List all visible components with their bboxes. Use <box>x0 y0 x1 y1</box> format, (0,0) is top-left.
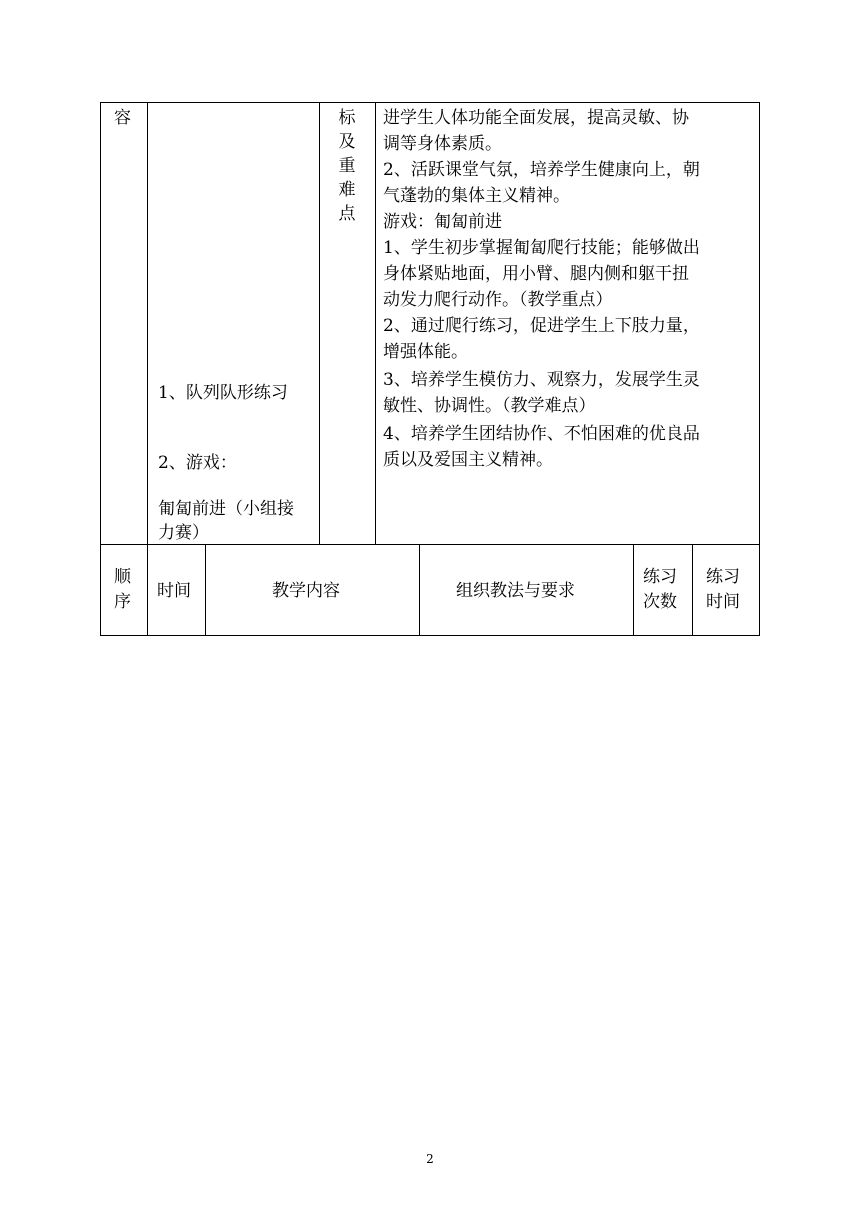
upper-col-divider-2 <box>319 102 320 544</box>
table-bottom-border <box>100 635 760 636</box>
header-method: 组织教法与要求 <box>456 581 575 601</box>
upper-col-divider-3 <box>375 102 376 544</box>
objectives-line: 1、学生初步掌握匍匐爬行技能；能够做出 <box>383 238 700 258</box>
objectives-line: 调等身体素质。 <box>383 134 502 154</box>
objectives-line: 2、活跃课堂气氛，培养学生健康向上，朝 <box>383 160 700 180</box>
objectives-line: 2、通过爬行练习，促进学生上下肢力量， <box>383 316 700 336</box>
header-col-divider-3 <box>419 544 420 635</box>
header-order: 顺 序 <box>114 567 131 612</box>
content-item-3: 匍匐前进（小组接 <box>158 499 294 519</box>
table-left-border <box>100 102 101 636</box>
objectives-line: 游戏：匍匐前进 <box>383 212 502 232</box>
objectives-line: 敏性、协调性。（教学难点） <box>383 396 596 416</box>
objectives-line: 质以及爱国主义精神。 <box>383 450 553 470</box>
content-label: 容 <box>114 108 131 128</box>
header-col-divider-2 <box>205 544 206 635</box>
objectives-line: 动发力爬行动作。（教学重点） <box>383 290 613 310</box>
objectives-line: 3、培养学生模仿力、观察力，发展学生灵 <box>383 370 700 390</box>
header-time: 时间 <box>157 581 191 601</box>
objectives-line: 身体紧贴地面，用小臂、腿内侧和躯干扭 <box>383 264 689 284</box>
objectives-line: 进学生人体功能全面发展，提高灵敏、协 <box>383 108 689 128</box>
header-content: 教学内容 <box>272 581 340 601</box>
upper-col-divider-1 <box>147 102 148 544</box>
content-item-4: 力赛） <box>158 523 209 543</box>
table-right-border <box>759 102 760 636</box>
objectives-line: 气蓬勃的集体主义精神。 <box>383 186 570 206</box>
header-col-divider-5 <box>692 544 693 635</box>
header-duration: 练习 时间 <box>706 567 740 612</box>
table-top-border <box>100 102 760 103</box>
content-item-1: 1、队列队形练习 <box>158 383 288 403</box>
header-col-divider-1 <box>147 544 148 635</box>
objectives-line: 增强体能。 <box>383 342 468 362</box>
header-count: 练习 次数 <box>643 567 677 612</box>
objectives-label: 标 及 重 难 点 <box>338 108 356 224</box>
header-col-divider-4 <box>633 544 634 635</box>
objectives-line: 4、培养学生团结协作、不怕困难的优良品 <box>383 424 700 444</box>
page-number: 2 <box>426 1152 434 1166</box>
content-item-2: 2、游戏： <box>158 453 237 473</box>
